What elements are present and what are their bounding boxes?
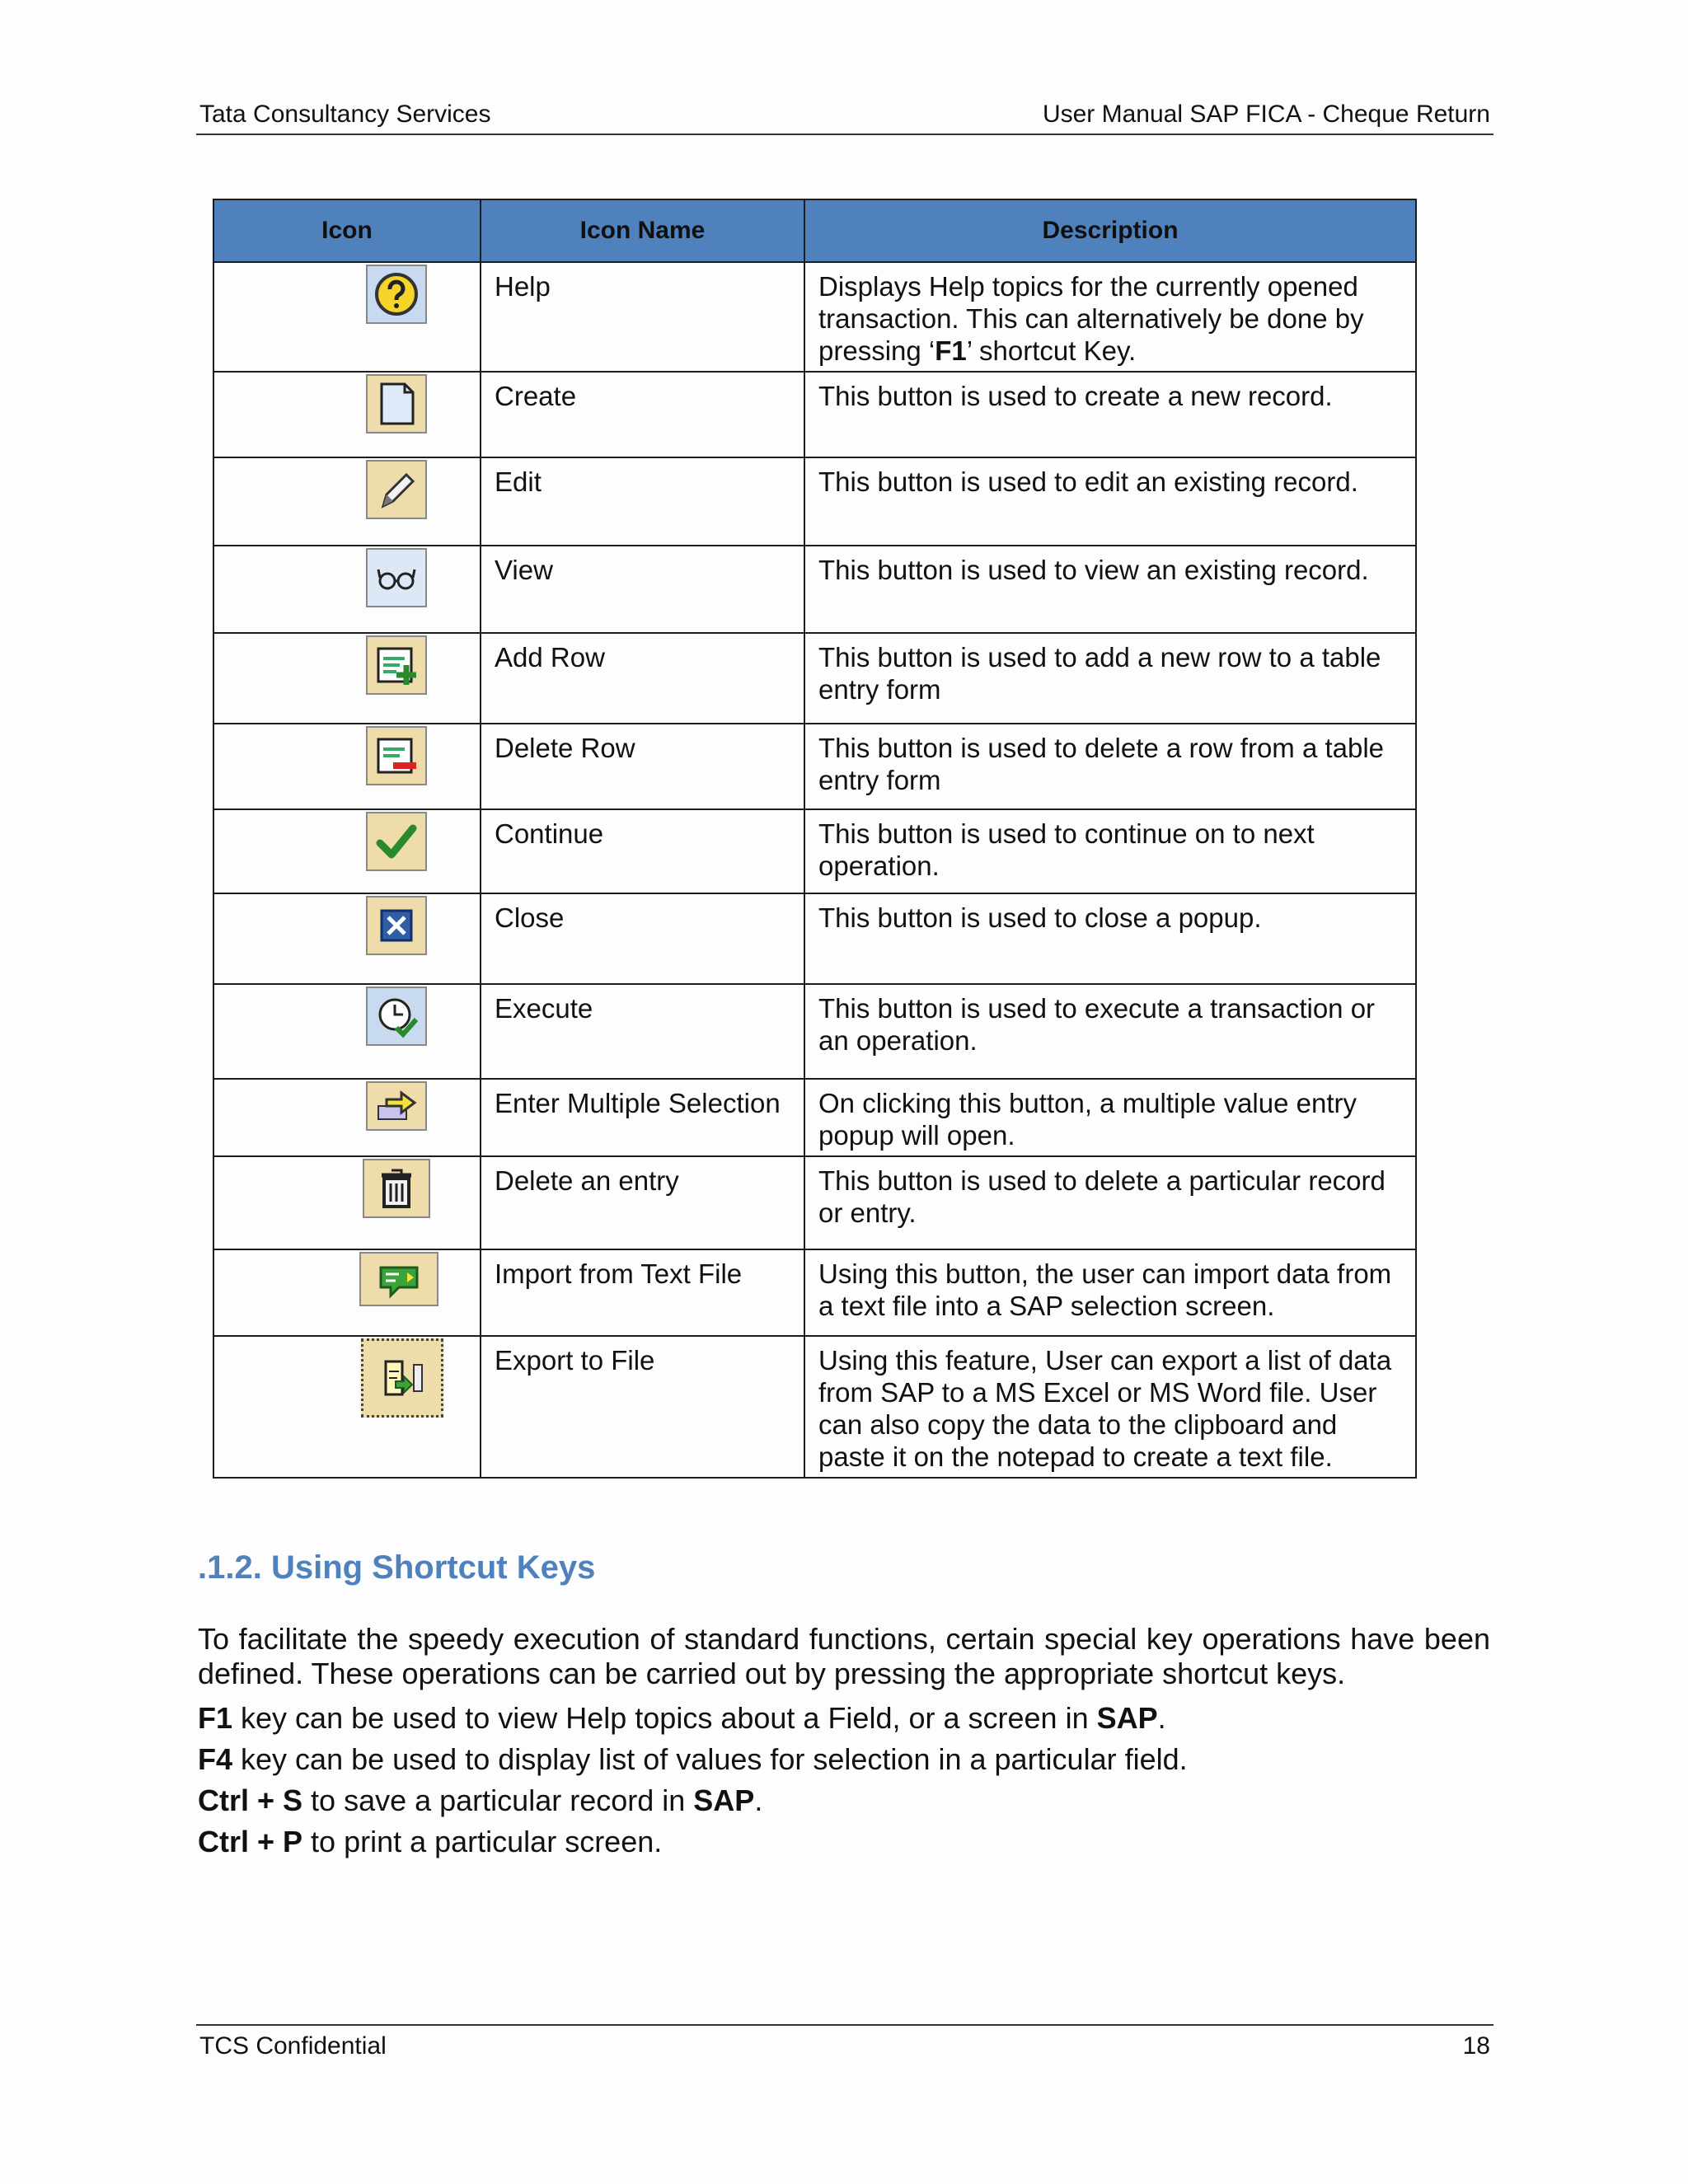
icon-name-cell: Edit bbox=[481, 457, 804, 546]
section-heading: .1.2. Using Shortcut Keys bbox=[198, 1549, 596, 1586]
table-row bbox=[213, 1249, 1416, 1336]
close-x-icon bbox=[366, 896, 427, 955]
shortcut-key-item: Ctrl + P to print a particular screen. bbox=[198, 1825, 663, 1858]
icon-name-cell: Continue bbox=[481, 809, 804, 893]
table-row bbox=[213, 809, 1416, 893]
help-icon bbox=[366, 265, 427, 324]
table-row bbox=[213, 1336, 1416, 1478]
icon-reference-table bbox=[213, 199, 1417, 1479]
icon-name-cell: Create bbox=[481, 372, 804, 457]
column-header-description: Description bbox=[804, 199, 1416, 262]
table-row bbox=[213, 1156, 1416, 1249]
table-row bbox=[213, 262, 1416, 372]
page-number: 18 bbox=[1462, 2032, 1490, 2060]
header-document-title: User Manual SAP FICA - Cheque Return bbox=[1042, 101, 1490, 128]
description-cell: This button is used to view an existing record. bbox=[804, 546, 1416, 633]
page-footer bbox=[196, 2024, 1493, 2060]
continue-checkmark-icon bbox=[366, 812, 427, 871]
table-row bbox=[213, 724, 1416, 809]
description-cell: This button is used to add a new row to a table entry form bbox=[804, 633, 1416, 724]
icon-name-cell: Add Row bbox=[481, 633, 804, 724]
table-row bbox=[213, 372, 1416, 457]
column-header-icon-name: Icon Name bbox=[481, 199, 804, 262]
description-cell: On clicking this button, a multiple value entry popup will open. bbox=[804, 1079, 1416, 1156]
shortcut-key-item: F1 key can be used to view Help topics about a Field, or a screen in SAP. bbox=[198, 1701, 1166, 1735]
export-file-icon bbox=[361, 1338, 443, 1418]
icon-name-cell: Delete an entry bbox=[481, 1156, 804, 1249]
footer-confidential: TCS Confidential bbox=[199, 2032, 387, 2060]
section-intro-paragraph: To facilitate the speedy execution of standard functions, certain special key operations have been defined. These operations can be carried out by pressing the appropriate shortcut keys. bbox=[198, 1622, 1490, 1690]
icon-name-cell: Enter Multiple Selection bbox=[481, 1079, 804, 1156]
icon-name-cell: Help bbox=[481, 262, 804, 372]
description-cell: This button is used to continue on to next operation. bbox=[804, 809, 1416, 893]
icon-name-cell: Close bbox=[481, 893, 804, 984]
page-header bbox=[196, 97, 1493, 135]
trash-bin-icon bbox=[363, 1159, 430, 1218]
delete-row-icon bbox=[366, 726, 427, 785]
table-row bbox=[213, 893, 1416, 984]
icon-name-cell: Delete Row bbox=[481, 724, 804, 809]
shortcut-key-item: F4 key can be used to display list of values for selection in a particular field. bbox=[198, 1742, 1188, 1776]
description-cell: Displays Help topics for the currently opened transaction. This can alternatively be done by pressing ‘F1’ shortcut Key. bbox=[804, 262, 1416, 372]
description-cell: This button is used to execute a transaction or an operation. bbox=[804, 984, 1416, 1079]
icon-name-cell: View bbox=[481, 546, 804, 633]
execute-clock-icon bbox=[366, 987, 427, 1046]
column-header-icon: Icon bbox=[213, 199, 481, 262]
view-glasses-icon bbox=[366, 548, 427, 607]
header-company: Tata Consultancy Services bbox=[199, 101, 491, 128]
table-row bbox=[213, 546, 1416, 633]
shortcut-key-list bbox=[198, 1698, 1188, 1863]
icon-name-cell: Export to File bbox=[481, 1336, 804, 1478]
add-row-icon bbox=[366, 635, 427, 695]
create-document-icon bbox=[366, 374, 427, 434]
edit-pencil-icon bbox=[366, 460, 427, 519]
table-row bbox=[213, 457, 1416, 546]
description-cell: This button is used to close a popup. bbox=[804, 893, 1416, 984]
shortcut-key-item: Ctrl + S to save a particular record in SAP. bbox=[198, 1783, 763, 1817]
description-cell: This button is used to delete a row from a table entry form bbox=[804, 724, 1416, 809]
description-cell: Using this button, the user can import data from a text file into a SAP selection screen. bbox=[804, 1249, 1416, 1336]
table-row bbox=[213, 984, 1416, 1079]
icon-name-cell: Execute bbox=[481, 984, 804, 1079]
description-cell: This button is used to edit an existing record. bbox=[804, 457, 1416, 546]
description-cell: This button is used to create a new record. bbox=[804, 372, 1416, 457]
description-cell: Using this feature, User can export a list of data from SAP to a MS Excel or MS Word file. User can also copy the data to the clipboard and paste it on the notepad to create a text file. bbox=[804, 1336, 1416, 1478]
multiple-selection-arrow-icon bbox=[366, 1081, 427, 1131]
import-text-file-icon bbox=[359, 1252, 438, 1306]
description-cell: This button is used to delete a particular record or entry. bbox=[804, 1156, 1416, 1249]
table-row bbox=[213, 1079, 1416, 1156]
table-row bbox=[213, 633, 1416, 724]
table-header-row bbox=[213, 199, 1416, 262]
icon-name-cell: Import from Text File bbox=[481, 1249, 804, 1336]
